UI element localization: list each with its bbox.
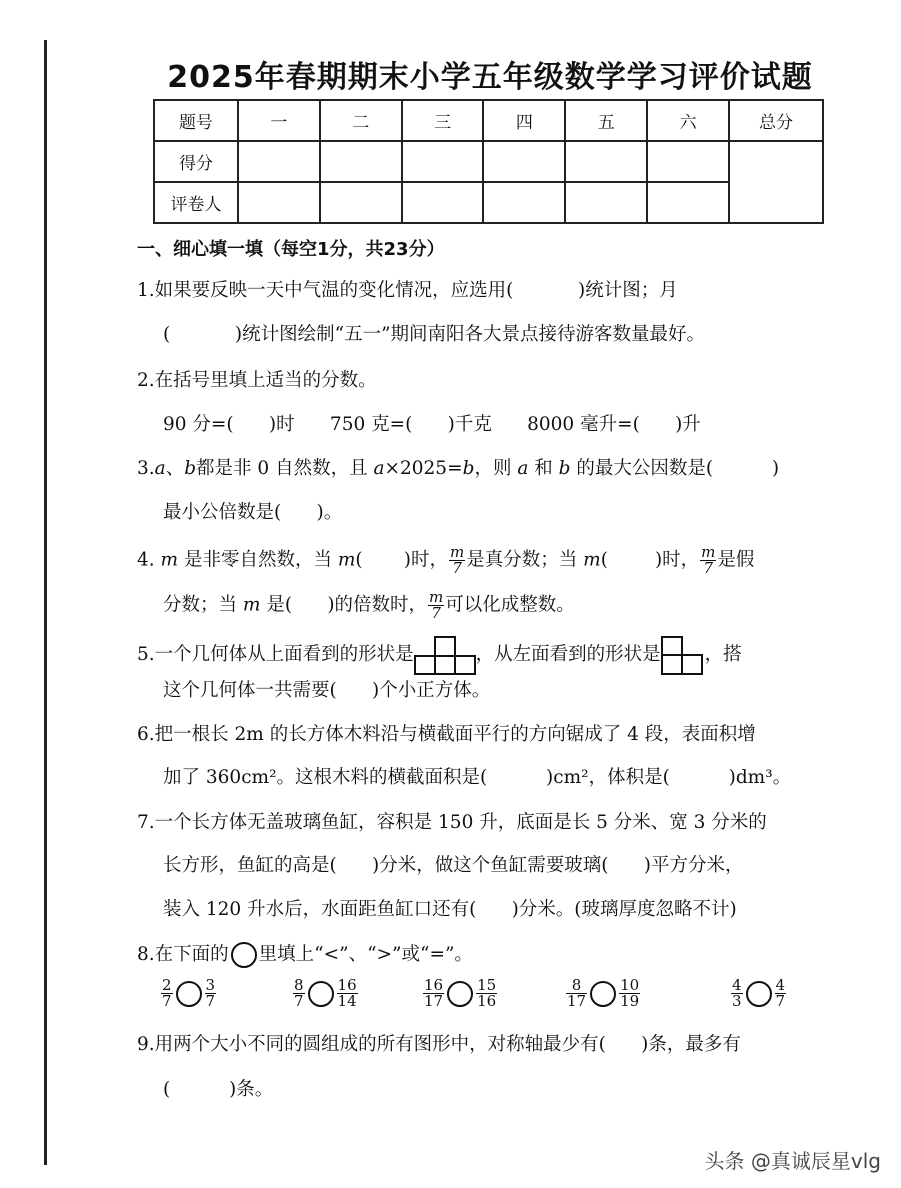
grader-row bbox=[154, 182, 823, 223]
score-cell[interactable] bbox=[238, 141, 320, 182]
total-score-cell[interactable] bbox=[729, 141, 823, 223]
q9-line1: 9.用两个大小不同的圆组成的所有图形中，对称轴最少有( )条，最多有 bbox=[137, 1034, 741, 1055]
compare-circle-icon[interactable] bbox=[590, 981, 616, 1007]
header-cell: 三 bbox=[402, 100, 484, 141]
comparison-pair bbox=[565, 978, 641, 1009]
q2-line2: 90 分=( )时 750 克=( )千克 8000 毫升=( )升 bbox=[163, 414, 701, 435]
compare-circle-icon[interactable] bbox=[308, 981, 334, 1007]
q8-comparisons bbox=[160, 978, 820, 1020]
grader-cell[interactable] bbox=[402, 182, 484, 223]
header-cell: 总分 bbox=[729, 100, 823, 141]
score-cell[interactable] bbox=[320, 141, 402, 182]
score-cell[interactable] bbox=[402, 141, 484, 182]
q1-line1: 1.如果要反映一天中气温的变化情况，应选用( )统计图；月 bbox=[137, 280, 678, 301]
comparison-pair bbox=[292, 978, 359, 1009]
score-row bbox=[154, 141, 823, 182]
header-cell: 一 bbox=[238, 100, 320, 141]
header-cell: 题号 bbox=[154, 100, 238, 141]
grader-cell[interactable] bbox=[238, 182, 320, 223]
q4-line1: 4. m 是非零自然数，当 m( )时， $\frac{m}{7}$ 是真分数；当 m( )时， $\frac{m}{7}$ 是假 bbox=[137, 543, 755, 577]
header-cell: 四 bbox=[483, 100, 565, 141]
top-view-figure bbox=[414, 635, 476, 675]
right-fraction: $\frac{10}{19}$ bbox=[620, 976, 640, 1010]
right-fraction: $\frac{15}{16}$ bbox=[477, 976, 497, 1010]
row-label: 评卷人 bbox=[154, 182, 238, 223]
q3-line2: 最小公倍数是( )。 bbox=[163, 502, 343, 523]
right-fraction: $\frac{4}{7}$ bbox=[775, 976, 786, 1010]
q8-line1: 8.在下面的 里填上“<”、“>”或“=”。 bbox=[137, 942, 473, 968]
score-cell[interactable] bbox=[647, 141, 729, 182]
right-fraction: $\frac{3}{7}$ bbox=[205, 976, 216, 1010]
fraction: $\frac{m}{7}$ bbox=[701, 543, 716, 577]
watermark: 头条 @真诚辰星vlg bbox=[704, 1149, 881, 1173]
header-cell: 六 bbox=[647, 100, 729, 141]
compare-circle-icon[interactable] bbox=[746, 981, 772, 1007]
right-fraction: $\frac{16}{14}$ bbox=[337, 976, 357, 1010]
q2-line1: 2.在括号里填上适当的分数。 bbox=[137, 370, 377, 391]
q5-line2: 这个几何体一共需要( )个小正方体。 bbox=[163, 680, 491, 701]
q3-line1: 3.a、b都是非 0 自然数，且 a×2025=b，则 a 和 b 的最大公因数是( ) bbox=[137, 458, 780, 479]
compare-circle-icon bbox=[231, 942, 257, 968]
left-fraction: $\frac{8}{7}$ bbox=[294, 976, 304, 1010]
left-fraction: $\frac{8}{17}$ bbox=[567, 976, 587, 1010]
comparison-pair bbox=[422, 978, 498, 1009]
score-cell[interactable] bbox=[483, 141, 565, 182]
score-table-header-row bbox=[154, 100, 823, 141]
score-table bbox=[153, 99, 824, 224]
q4-line2: 分数；当 m 是( )的倍数时， $\frac{m}{7}$ 可以化成整数。 bbox=[163, 588, 575, 622]
compare-circle-icon[interactable] bbox=[447, 981, 473, 1007]
q6-line1: 6.把一根长 2m 的长方体木料沿与横截面平行的方向锯成了 4 段，表面积增 bbox=[137, 724, 756, 745]
score-cell[interactable] bbox=[565, 141, 647, 182]
left-fraction: $\frac{4}{3}$ bbox=[732, 976, 742, 1010]
q1-line2: ( )统计图绘制“五一”期间南阳各大景点接待游客数量最好。 bbox=[163, 324, 706, 345]
header-cell: 五 bbox=[565, 100, 647, 141]
page-title: 2025年春期期末小学五年级数学学习评价试题 bbox=[167, 60, 813, 95]
left-fraction: $\frac{2}{7}$ bbox=[162, 976, 172, 1010]
comparison-pair bbox=[160, 978, 217, 1009]
q5-line1: 5.一个几何体从上面看到的形状是 ，从左面看到的形状是 ，搭 bbox=[137, 635, 742, 675]
comparison-pair bbox=[730, 978, 787, 1009]
q7-line2: 长方形，鱼缸的高是( )分米，做这个鱼缸需要玻璃( )平方分米， bbox=[163, 855, 744, 876]
q9-line2: ( )条。 bbox=[163, 1079, 274, 1100]
header-cell: 二 bbox=[320, 100, 402, 141]
binding-line bbox=[44, 40, 47, 1165]
q7-line1: 7.一个长方体无盖玻璃鱼缸，容积是 150 升，底面是长 5 分米、宽 3 分米的 bbox=[137, 812, 767, 833]
compare-circle-icon[interactable] bbox=[176, 981, 202, 1007]
left-fraction: $\frac{16}{17}$ bbox=[424, 976, 444, 1010]
fraction: $\frac{m}{7}$ bbox=[450, 543, 465, 577]
grader-cell[interactable] bbox=[647, 182, 729, 223]
left-view-figure bbox=[661, 635, 705, 675]
grader-cell[interactable] bbox=[565, 182, 647, 223]
q7-line3: 装入 120 升水后，水面距鱼缸口还有( )分米。(玻璃厚度忽略不计) bbox=[163, 899, 737, 920]
section-heading: 一、细心填一填（每空1分，共23分） bbox=[137, 239, 445, 260]
grader-cell[interactable] bbox=[320, 182, 402, 223]
row-label: 得分 bbox=[154, 141, 238, 182]
q6-line2: 加了 360cm²。这根木料的横截面积是( )cm²，体积是( )dm³。 bbox=[163, 767, 792, 788]
grader-cell[interactable] bbox=[483, 182, 565, 223]
fraction: $\frac{m}{7}$ bbox=[429, 588, 444, 622]
